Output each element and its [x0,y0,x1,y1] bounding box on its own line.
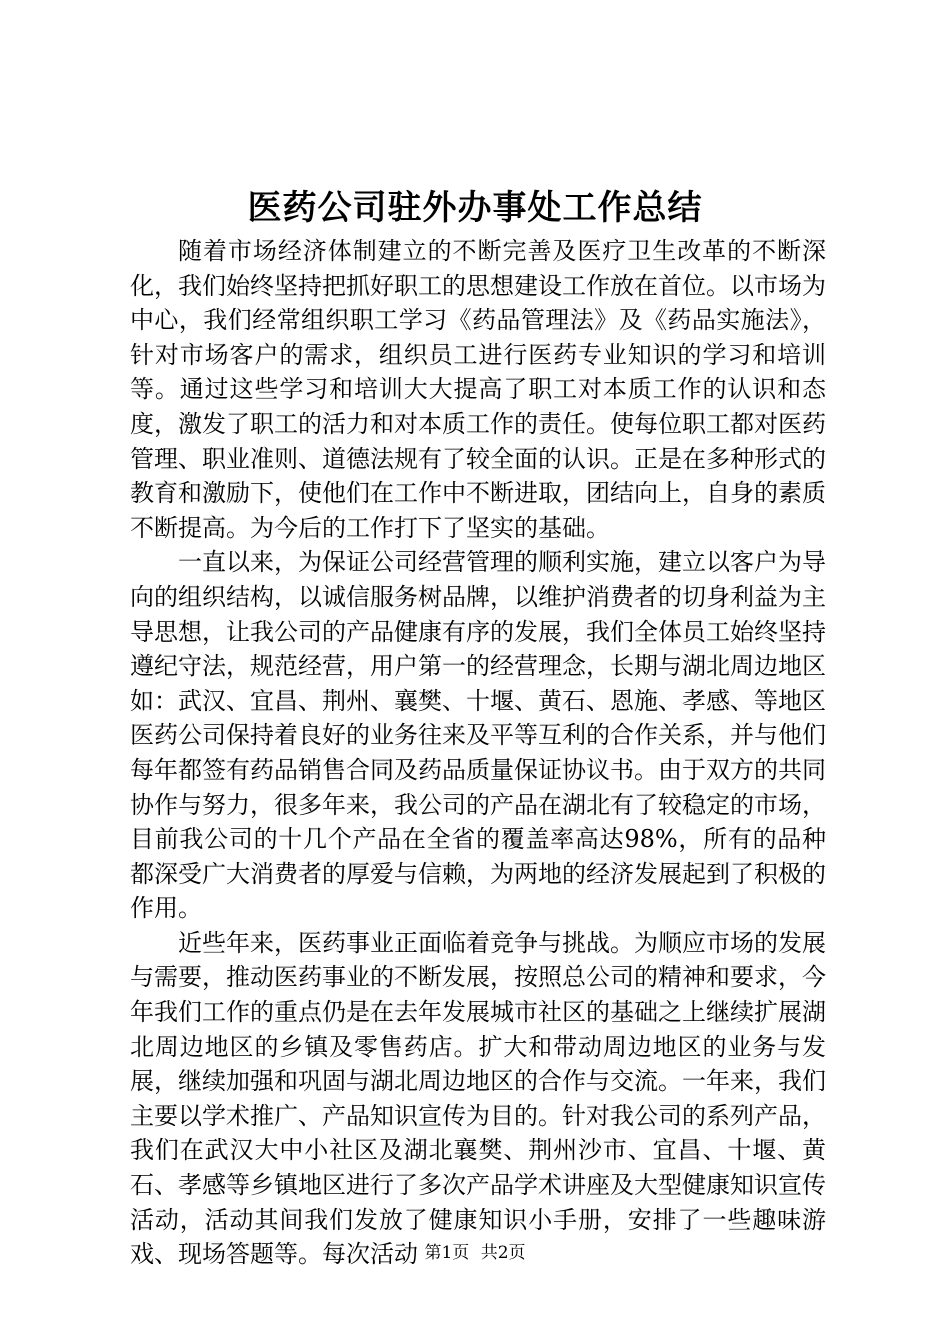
paragraph-1: 随着市场经济体制建立的不断完善及医疗卫生改革的不断深化，我们始终坚持把抓好职工的思想建设工作放在首位。以市场为中心，我们经常组织职工学习《药品管理法》及《药品实施法》，针对市场客户的需求，组织员工进行医药专业知识的学习和培训等。通过这些学习和培训大大提高了职工对本质工作的认识和态度，激发了职工的活力和对本质工作的责任。使每位职工都对医药管理、职业准则、道德法规有了较全面的认识。正是在多种形式的教育和激励下，使他们在工作中不断进取，团结向上，自身的素质不断提高。为今后的工作打下了坚实的基础。 [130,237,826,542]
page-number-total: 共2页 [480,1243,526,1263]
paragraph-2: 一直以来，为保证公司经营管理的顺利实施，建立以客户为导向的组织结构，以诚信服务树品牌，以维护消费者的切身利益为主导思想，让我公司的产品健康有序的发展，我们全体员工始终坚持遵纪守法，规范经营，用户第一的经营理念，长期与湖北周边地区如：武汉、宜昌、荆州、襄樊、十堰、黄石、恩施、孝感、等地区医药公司保持着良好的业务往来及平等互利的合作关系，并与他们每年都签有药品销售合同及药品质量保证协议书。由于双方的共同协作与努力，很多年来，我公司的产品在湖北有了较稳定的市场，目前我公司的十几个产品在全省的覆盖率高达98%，所有的品种都深受广大消费者的厚爱与信赖，为两地的经济发展起到了积极的作用。 [130,548,826,923]
document-title: 医药公司驻外办事处工作总结 [247,188,703,228]
page-footer [0,1241,950,1265]
paragraph-3: 近些年来，医药事业正面临着竞争与挑战。为顺应市场的发展与需要，推动医药事业的不断发展，按照总公司的精神和要求，今年我们工作的重点仍是在去年发展城市社区的基础之上继续扩展湖北周边地区的乡镇及零售药店。扩大和带动周边地区的业务与发展，继续加强和巩固与湖北周边地区的合作与交流。一年来，我们主要以学术推广、产品知识宣传为目的。针对我公司的系列产品，我们在武汉大中小社区及湖北襄樊、荆州沙市、宜昌、十堰、黄石、孝感等乡镇地区进行了多次产品学术讲座及大型健康知识宣传活动，活动其间我们发放了健康知识小手册，安排了一些趣味游戏、现场答题等。每次活动 [130,928,826,1269]
page-number-current: 第1页 [424,1243,470,1263]
document-body [130,234,826,1272]
